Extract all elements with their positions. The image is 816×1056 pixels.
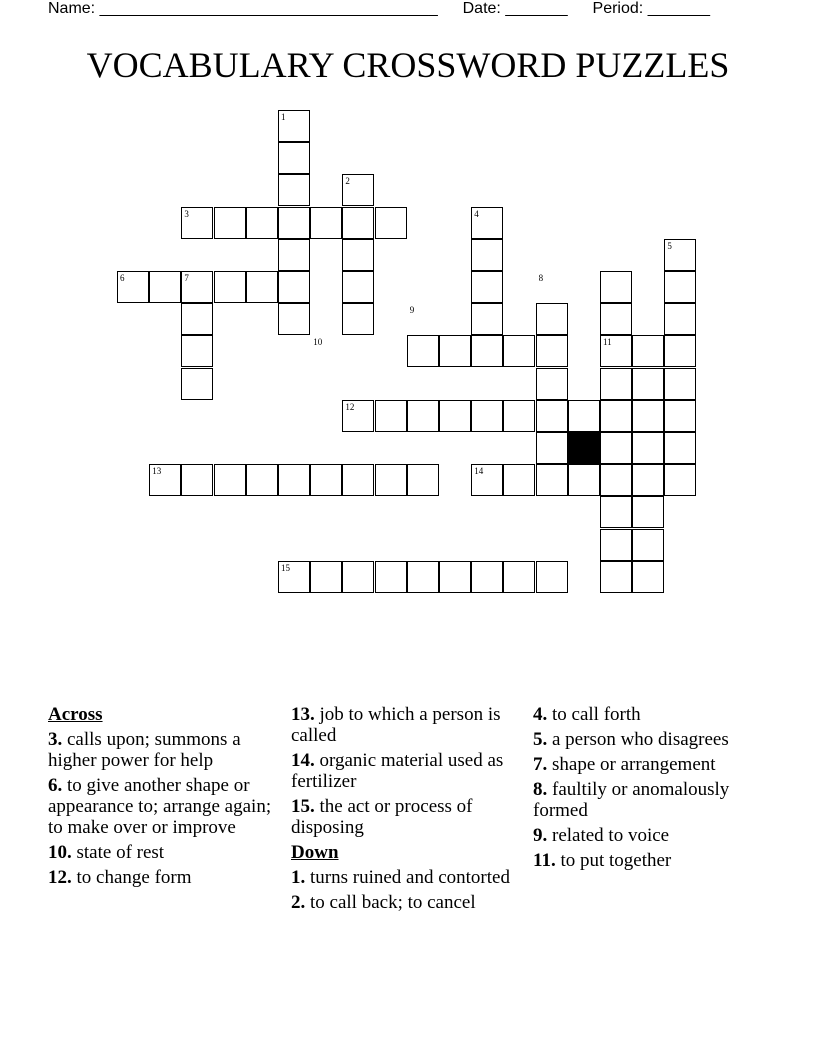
crossword-cell[interactable] <box>407 335 439 367</box>
crossword-cell[interactable] <box>214 271 246 303</box>
header-fields <box>48 0 710 18</box>
clue-number: 9. <box>533 825 548 846</box>
crossword-cell[interactable] <box>600 271 632 303</box>
crossword-cell[interactable] <box>600 464 632 496</box>
crossword-cell[interactable] <box>536 432 568 464</box>
crossword-cell[interactable] <box>310 561 342 593</box>
crossword-cell[interactable] <box>632 496 664 528</box>
crossword-cell[interactable] <box>536 464 568 496</box>
clue-number: 5. <box>533 729 548 750</box>
clue-number: 6. <box>48 775 63 796</box>
clue-text: turns ruined and contorted <box>310 867 510 888</box>
clue-text: to call back; to cancel <box>310 892 476 913</box>
crossword-cell[interactable] <box>181 464 213 496</box>
crossword-cell[interactable] <box>407 464 439 496</box>
clue-number: 10. <box>48 842 72 863</box>
crossword-cell[interactable] <box>536 335 568 367</box>
crossword-cell[interactable] <box>246 271 278 303</box>
crossword-cell[interactable] <box>439 335 471 367</box>
clue-text: related to voice <box>552 825 670 846</box>
crossword-cell[interactable] <box>568 464 600 496</box>
crossword-cell[interactable] <box>471 400 503 432</box>
clue-text: calls upon; summons a higher power for help <box>48 729 241 771</box>
crossword-cell[interactable] <box>503 464 535 496</box>
crossword-cell[interactable] <box>342 464 374 496</box>
crossword-cell[interactable] <box>214 207 246 239</box>
clue <box>48 729 278 771</box>
period-label: Period: <box>592 0 644 17</box>
crossword-cell[interactable] <box>600 496 632 528</box>
clue-number: 8 <box>538 273 544 283</box>
crossword-cell[interactable] <box>664 335 696 367</box>
clue-text: organic material used as fertilizer <box>291 750 504 792</box>
crossword-cell[interactable] <box>342 303 374 335</box>
clue-number: 1. <box>291 867 306 888</box>
crossword-cell[interactable] <box>664 432 696 464</box>
clues-column-3 <box>533 704 733 875</box>
crossword-cell[interactable] <box>600 303 632 335</box>
crossword-cell[interactable] <box>278 239 310 271</box>
clue-number: 7 <box>184 273 189 283</box>
crossword-cell[interactable] <box>246 207 278 239</box>
crossword-cell[interactable] <box>439 561 471 593</box>
crossword-cell[interactable] <box>181 368 213 400</box>
clue-number: 2 <box>345 176 350 187</box>
crossword-cell[interactable] <box>342 561 374 593</box>
crossword-cell[interactable] <box>503 561 535 593</box>
crossword-cell[interactable] <box>375 561 407 593</box>
crossword-cell[interactable] <box>536 303 568 335</box>
crossword-cell[interactable] <box>664 400 696 432</box>
clue-number: 8. <box>533 779 548 800</box>
crossword-cell[interactable] <box>310 464 342 496</box>
clue <box>291 704 516 746</box>
clue-number: 7. <box>533 754 548 775</box>
name-label: Name: <box>48 0 96 17</box>
clue-number: 3 <box>184 208 189 219</box>
clue-number: 4. <box>533 704 548 725</box>
crossword-cell[interactable] <box>278 174 310 206</box>
crossword-cell[interactable] <box>632 400 664 432</box>
clue-number: 5 <box>667 240 672 251</box>
clue-text: to give another shape or appearance to; arrange again; to make over or improve <box>48 775 272 838</box>
clue <box>533 779 733 821</box>
clue <box>48 867 278 888</box>
clue-text: a person who disagrees <box>552 729 729 750</box>
clue <box>291 892 516 913</box>
clue-text: to call forth <box>552 704 641 725</box>
crossword-cell[interactable] <box>471 271 503 303</box>
clue <box>533 850 733 871</box>
crossword-cell[interactable] <box>664 271 696 303</box>
crossword-cell[interactable] <box>181 335 213 367</box>
clue <box>533 825 733 846</box>
crossword-cell[interactable] <box>246 464 278 496</box>
clue-number: 13. <box>291 704 315 725</box>
crossword-cell[interactable] <box>471 335 503 367</box>
clue-number: 14 <box>474 466 484 477</box>
clue-text: to put together <box>560 850 672 871</box>
crossword-cell[interactable] <box>278 207 310 239</box>
clue-text: state of rest <box>76 842 165 863</box>
crossword-cell[interactable] <box>536 368 568 400</box>
clue-number: 10 <box>313 337 323 348</box>
crossword-cell[interactable] <box>600 368 632 400</box>
crossword-cell[interactable] <box>439 400 471 432</box>
period-blank: _______ <box>647 0 710 17</box>
crossword-cell[interactable] <box>149 271 181 303</box>
clue-number: 3. <box>48 729 63 750</box>
crossword-cell[interactable] <box>632 529 664 561</box>
crossword-cell[interactable] <box>342 207 374 239</box>
crossword-cell[interactable] <box>664 464 696 496</box>
crossword-cell[interactable] <box>407 561 439 593</box>
crossword-cell[interactable] <box>600 432 632 464</box>
crossword-cell[interactable] <box>471 303 503 335</box>
crossword-cell[interactable] <box>600 561 632 593</box>
date-label: Date: <box>462 0 501 17</box>
crossword-cell[interactable] <box>632 561 664 593</box>
clue-text: shape or arrangement <box>552 754 716 775</box>
crossword-cell[interactable] <box>600 529 632 561</box>
crossword-cell[interactable] <box>536 561 568 593</box>
clue-number: 15 <box>281 562 290 573</box>
date-blank: _______ <box>505 0 568 17</box>
crossword-cell[interactable] <box>568 400 600 432</box>
clue-number: 14. <box>291 750 315 771</box>
crossword-cell[interactable] <box>407 400 439 432</box>
clue-number: 11. <box>533 850 556 871</box>
crossword-cell[interactable] <box>664 303 696 335</box>
clue-number: 11 <box>603 337 612 348</box>
clues-column-2 <box>291 704 516 917</box>
clue-number: 12. <box>48 867 72 888</box>
crossword-cell[interactable] <box>375 464 407 496</box>
black-cell <box>568 432 600 464</box>
crossword-cell[interactable] <box>310 207 342 239</box>
clue-number: 6 <box>120 273 125 283</box>
clue-number: 9 <box>409 305 415 316</box>
clue <box>48 775 278 838</box>
clue <box>533 704 733 725</box>
clue-number: 1 <box>281 112 286 122</box>
clue-number: 4 <box>474 208 479 219</box>
crossword-cell[interactable] <box>342 239 374 271</box>
crossword-cell[interactable] <box>632 335 664 367</box>
clue-text: the act or process of disposing <box>291 796 473 838</box>
clue-number: 12 <box>345 401 355 412</box>
crossword-cell[interactable] <box>278 142 310 174</box>
name-blank: ______________________________________ <box>99 0 438 17</box>
crossword-cell[interactable] <box>278 271 310 303</box>
clue <box>533 754 733 775</box>
crossword-cell[interactable] <box>181 303 213 335</box>
crossword-cell[interactable] <box>471 239 503 271</box>
clue <box>291 796 516 838</box>
clues-column-1 <box>48 704 278 892</box>
clue <box>48 842 278 863</box>
crossword-cell[interactable] <box>278 464 310 496</box>
crossword-cell[interactable] <box>278 303 310 335</box>
clue <box>291 867 516 888</box>
crossword-cell[interactable] <box>214 464 246 496</box>
crossword-cell[interactable] <box>632 464 664 496</box>
clue-text: job to which a person is called <box>291 704 501 746</box>
page-title: VOCABULARY CROSSWORD PUZZLES <box>86 45 730 85</box>
crossword-cell[interactable] <box>503 400 535 432</box>
crossword-cell[interactable] <box>471 561 503 593</box>
down-heading: Down <box>291 842 339 863</box>
crossword-cell[interactable] <box>342 271 374 303</box>
clue-text: to change form <box>76 867 192 888</box>
clue-number: 15. <box>291 796 315 817</box>
crossword-cell[interactable] <box>375 400 407 432</box>
clue <box>533 729 733 750</box>
crossword-cell[interactable] <box>632 368 664 400</box>
crossword-cell[interactable] <box>536 400 568 432</box>
clue <box>291 750 516 792</box>
crossword-cell[interactable] <box>375 207 407 239</box>
crossword-cell[interactable] <box>664 368 696 400</box>
crossword-cell[interactable] <box>632 432 664 464</box>
clue-number: 2. <box>291 892 306 913</box>
clue-number: 13 <box>152 466 162 477</box>
crossword-cell[interactable] <box>600 400 632 432</box>
across-heading: Across <box>48 704 103 725</box>
crossword-cell[interactable] <box>503 335 535 367</box>
clue-text: faultily or anomalously formed <box>533 779 730 821</box>
